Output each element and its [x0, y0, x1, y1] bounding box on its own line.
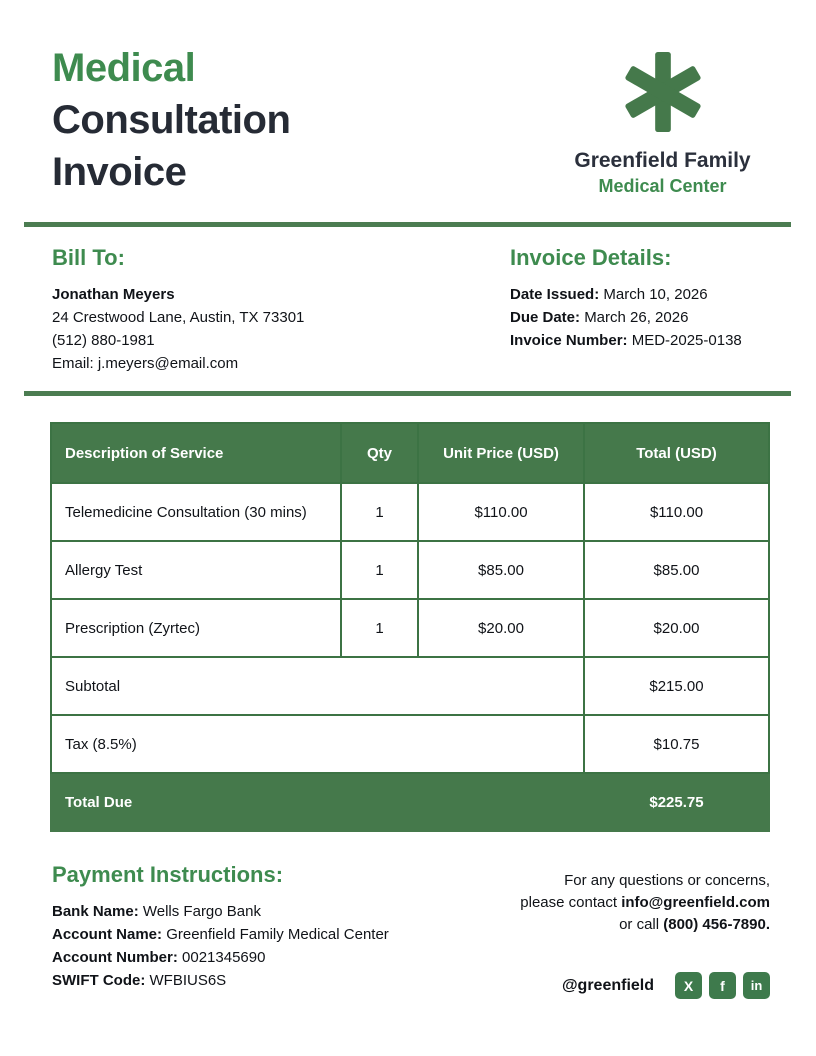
bill-to-block: [52, 245, 510, 375]
col-header-description: Description of Service: [51, 423, 341, 483]
account-number-label: Account Number:: [52, 949, 178, 966]
due-date-label: Due Date:: [510, 309, 581, 326]
footer-section: [52, 862, 770, 999]
service-unit-price: $110.00: [418, 483, 584, 541]
date-issued-label: Date Issued:: [510, 286, 600, 303]
col-header-unit-price: Unit Price (USD): [418, 423, 584, 483]
date-issued-line: [510, 283, 770, 306]
total-due-value: $225.75: [584, 773, 769, 831]
due-date-line: [510, 306, 770, 329]
due-date-value: March 26, 2026: [584, 309, 689, 326]
service-description: Allergy Test: [51, 541, 341, 599]
contact-phone: (800) 456-7890.: [663, 916, 770, 933]
bank-name-line: [52, 900, 482, 923]
linkedin-icon[interactable]: in: [743, 972, 770, 999]
total-due-label: Total Due: [51, 773, 584, 831]
clinic-name-line1: Greenfield Family: [574, 149, 751, 172]
bank-name-label: Bank Name:: [52, 903, 139, 920]
total-due-row: [51, 773, 769, 831]
x-icon[interactable]: X: [675, 972, 702, 999]
page-title-line2: Consultation: [52, 98, 291, 142]
service-qty: 1: [341, 541, 418, 599]
facebook-icon[interactable]: f: [709, 972, 736, 999]
account-name-label: Account Name:: [52, 926, 163, 943]
col-header-total: Total (USD): [584, 423, 769, 483]
page-title-line1: Medical: [52, 46, 196, 90]
contact-block: [482, 862, 770, 999]
divider-middle: [24, 391, 791, 396]
client-name: Jonathan Meyers: [52, 286, 175, 303]
date-issued-value: March 10, 2026: [603, 286, 708, 303]
subtotal-row: [51, 657, 769, 715]
bank-name-value: Wells Fargo Bank: [142, 903, 261, 920]
invoice-details-heading: Invoice Details:: [510, 245, 672, 270]
payment-instructions-heading: Payment Instructions:: [52, 862, 284, 887]
tax-label: Tax (8.5%): [51, 715, 584, 773]
social-handle: @greenfield: [561, 976, 654, 994]
contact-line3-prefix: or call: [619, 916, 660, 933]
invoice-number-value: MED-2025-0138: [631, 332, 742, 349]
table-header-row: [51, 423, 769, 483]
service-description: Prescription (Zyrtec): [51, 599, 341, 657]
col-header-qty: Qty: [341, 423, 418, 483]
table-row: [51, 599, 769, 657]
service-total: $20.00: [584, 599, 769, 657]
header: [52, 42, 770, 198]
page-title-line3: Invoice: [52, 150, 187, 194]
service-unit-price: $85.00: [418, 541, 584, 599]
page-title: [52, 42, 290, 198]
tax-value: $10.75: [584, 715, 769, 773]
contact-line3: [482, 914, 770, 936]
contact-line2-prefix: please contact: [520, 894, 618, 911]
contact-line1: For any questions or concerns,: [564, 872, 770, 889]
billing-info-section: [52, 245, 770, 375]
service-qty: 1: [341, 599, 418, 657]
service-total: $110.00: [584, 483, 769, 541]
service-unit-price: $20.00: [418, 599, 584, 657]
invoice-number-line: [510, 329, 770, 352]
tax-row: [51, 715, 769, 773]
account-name-line: [52, 923, 482, 946]
account-name-value: Greenfield Family Medical Center: [166, 926, 389, 943]
swift-code-line: [52, 969, 482, 992]
medical-asterisk-icon: [617, 119, 709, 136]
service-description: Telemedicine Consultation (30 mins): [51, 483, 341, 541]
clinic-name-line2: Medical Center: [598, 176, 727, 196]
divider-top: [24, 222, 791, 227]
bill-to-heading: Bill To:: [52, 245, 125, 270]
client-address: 24 Crestwood Lane, Austin, TX 73301: [52, 309, 305, 326]
account-number-line: [52, 946, 482, 969]
account-number-value: 0021345690: [182, 949, 266, 966]
subtotal-label: Subtotal: [51, 657, 584, 715]
table-row: [51, 541, 769, 599]
service-qty: 1: [341, 483, 418, 541]
invoice-details-block: [510, 245, 770, 375]
clinic-logo: [555, 42, 770, 197]
services-table: [50, 422, 770, 832]
contact-line2: [482, 892, 770, 914]
table-row: [51, 483, 769, 541]
swift-code-value: WFBIUS6S: [149, 972, 227, 989]
service-total: $85.00: [584, 541, 769, 599]
invoice-number-label: Invoice Number:: [510, 332, 628, 349]
contact-email: info@greenfield.com: [621, 894, 770, 911]
client-phone: (512) 880-1981: [52, 332, 155, 349]
social-row: [482, 972, 770, 999]
client-email: Email: j.meyers@email.com: [52, 355, 239, 372]
subtotal-value: $215.00: [584, 657, 769, 715]
swift-code-label: SWIFT Code:: [52, 972, 146, 989]
payment-instructions-block: [52, 862, 482, 999]
